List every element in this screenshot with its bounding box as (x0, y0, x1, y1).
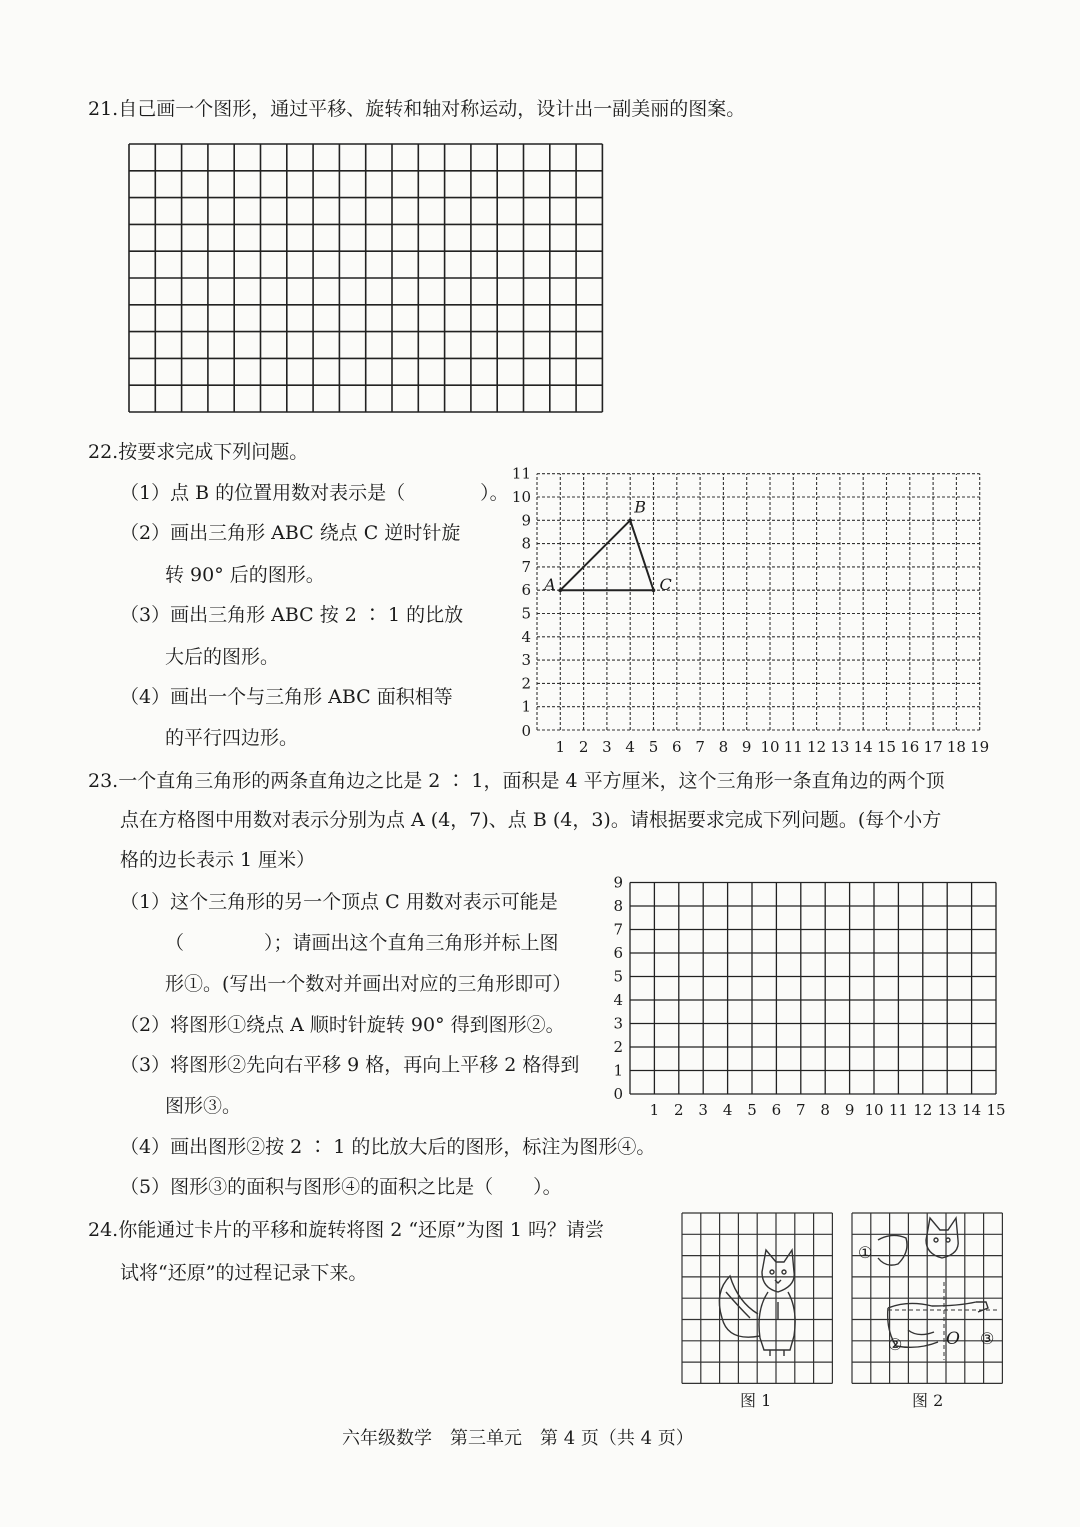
y-tick-label: 5 (521, 604, 531, 623)
card-2-label: ② (888, 1335, 903, 1354)
q24-number: 24. (88, 1219, 119, 1241)
q21-drawing-grid[interactable] (125, 140, 610, 418)
q23-coordinate-grid[interactable] (600, 872, 1020, 1120)
q22-item-2-line1: 画出三角形 ABC 绕点 C 逆时针旋 (170, 522, 461, 544)
x-tick-label: 16 (900, 738, 920, 756)
q22-item-1-text: 点 B 的位置用数对表示是（ (170, 482, 406, 504)
q23-line1 (88, 769, 945, 793)
q24-line1 (88, 1218, 604, 1242)
q24-line2: 试将“还原”的过程记录下来。 (120, 1262, 368, 1284)
card-1-label: ① (858, 1243, 873, 1262)
q24-text-1: 你能通过卡片的平移和旋转将图 2 “还原”为图 1 吗？请尝 (118, 1219, 604, 1241)
center-o-label: O (946, 1329, 960, 1349)
q24-figure-1-caption: 图 1 (740, 1391, 772, 1410)
x-tick-label: 6 (672, 738, 682, 756)
q23-item-3-line2: 图形③。 (165, 1095, 242, 1117)
q22-item-2-label: （2） (120, 522, 171, 544)
x-tick-label: 10 (864, 1101, 884, 1119)
q23-item-1-line1: 这个三角形的另一个顶点 C 用数对表示可能是 (170, 891, 558, 913)
point-b (628, 519, 632, 523)
q23-item-2-label: （2） (120, 1014, 171, 1036)
x-tick-label: 15 (876, 738, 897, 756)
point-label-b: B (634, 497, 646, 517)
q24-figure-1 (678, 1210, 838, 1390)
x-tick-label: 7 (695, 738, 705, 756)
q23-item-1-line3: 形①。(写出一个数对并画出对应的三角形即可） (165, 973, 572, 995)
q23-item-2 (120, 1013, 565, 1037)
x-tick-label: 9 (844, 1101, 855, 1119)
q23-item-5-close: ）。 (533, 1176, 562, 1198)
point-a (559, 588, 563, 592)
y-tick-label: 1 (613, 1061, 623, 1080)
point-label-c: C (659, 575, 672, 595)
footer-unit: 第三单元 (450, 1428, 522, 1449)
y-tick-label: 6 (521, 581, 531, 600)
q23-item-3-label: （3） (120, 1054, 171, 1076)
origin-label: 0 (521, 722, 531, 740)
x-tick-label: 8 (718, 738, 729, 756)
q23-item-3-line1: 将图形②先向右平移 9 格，再向上平移 2 格得到 (170, 1054, 580, 1076)
x-tick-label: 12 (807, 738, 827, 756)
q23-grid-lines (630, 883, 996, 1095)
q23-item-1-line2 (165, 931, 559, 955)
q21-number: 21. (88, 98, 119, 120)
y-tick-label: 4 (613, 991, 623, 1009)
scrambled-fox-drawing (878, 1218, 988, 1347)
y-tick-label: 7 (613, 920, 623, 939)
q22-item-4-label: （4） (120, 686, 171, 708)
q23-item-5-text: 图形③的面积与图形④的面积之比是（ (170, 1176, 494, 1198)
y-tick-label: 7 (521, 557, 531, 576)
x-tick-label: 3 (602, 738, 612, 756)
footer-page: 第 4 页（共 4 页） (540, 1428, 694, 1449)
q23-item-5 (120, 1175, 562, 1199)
q23-item-2-line1: 将图形①绕点 A 顺时针旋转 90° 得到图形②。 (170, 1014, 565, 1036)
q23-item-3 (120, 1053, 579, 1077)
q23-item-4-label: （4） (120, 1136, 171, 1158)
q22-item-2 (120, 521, 460, 545)
q22-coordinate-grid[interactable] (500, 455, 1010, 760)
y-tick-label: 8 (613, 897, 623, 915)
x-tick-label: 2 (578, 738, 589, 756)
x-tick-label: 11 (888, 1101, 908, 1119)
q24-figure-2 (848, 1210, 1008, 1390)
y-tick-label: 9 (613, 873, 623, 892)
q23-item-5-label: （5） (120, 1176, 171, 1198)
y-tick-label: 6 (613, 944, 623, 962)
q22-prompt (88, 440, 308, 464)
q22-item-1-close: ）。 (480, 482, 509, 504)
y-tick-label: 5 (613, 967, 623, 986)
x-tick-label: 10 (760, 738, 780, 756)
q22-item-1 (120, 481, 509, 505)
y-tick-label: 2 (613, 1038, 623, 1056)
q22-item-4 (120, 685, 453, 709)
y-tick-label: 11 (511, 464, 531, 483)
footer-subject: 六年级数学 (342, 1428, 432, 1449)
y-tick-label: 3 (521, 651, 531, 670)
q21-text: 自己画一个图形，通过平移、旋转和轴对称运动，设计出一副美丽的图案。 (118, 98, 746, 120)
y-tick-label: 8 (521, 534, 531, 553)
point-label-a: A (544, 575, 556, 595)
x-tick-label: 14 (853, 738, 873, 756)
x-tick-label: 13 (830, 738, 850, 756)
q23-item-4 (120, 1135, 655, 1159)
x-tick-label: 1 (555, 738, 566, 756)
q22-number: 22. (88, 441, 119, 463)
origin-label: 0 (613, 1085, 623, 1103)
q22-item-4-line2: 的平行四边形。 (165, 727, 299, 749)
y-tick-label: 9 (521, 511, 531, 530)
x-tick-label: 4 (625, 738, 635, 756)
x-tick-label: 13 (937, 1101, 957, 1119)
q24-figure-2-caption: 图 2 (912, 1391, 944, 1410)
q21-prompt (88, 97, 745, 121)
x-tick-label: 19 (970, 738, 990, 756)
q22-item-2-line2: 转 90° 后的图形。 (165, 564, 325, 586)
y-tick-label: 2 (521, 674, 531, 693)
x-tick-label: 7 (796, 1101, 806, 1119)
x-tick-label: 4 (722, 1101, 733, 1119)
x-tick-label: 15 (986, 1101, 1006, 1119)
q23-item-4-line1: 画出图形②按 2 ∶ 1 的比放大后的图形，标注为图形④。 (170, 1136, 656, 1158)
x-tick-label: 11 (783, 738, 803, 756)
x-tick-label: 1 (649, 1101, 660, 1119)
q23-item-1-line2-text: ）；请画出这个直角三角形并标上图 (264, 932, 559, 954)
x-tick-label: 14 (962, 1101, 982, 1119)
q23-text-1: 一个直角三角形的两条直角边之比是 2 ∶ 1，面积是 4 平方厘米，这个三角形一条直角边的两个顶 (118, 770, 945, 792)
point-c (652, 588, 656, 592)
q22-item-3 (120, 603, 463, 627)
x-tick-label: 17 (923, 738, 943, 756)
q22-item-1-label: （1） (120, 482, 171, 504)
q22-item-3-line1: 画出三角形 ABC 按 2 ∶ 1 的比放 (170, 604, 464, 626)
x-tick-label: 3 (698, 1101, 708, 1119)
q22-item-4-line1: 画出一个与三角形 ABC 面积相等 (170, 686, 453, 708)
page-footer (342, 1427, 694, 1451)
x-tick-label: 2 (674, 1101, 684, 1119)
q23-line3: 格的边长表示 1 厘米） (120, 849, 316, 871)
y-tick-label: 1 (521, 697, 531, 716)
x-tick-label: 6 (771, 1101, 782, 1119)
x-tick-label: 5 (648, 738, 659, 756)
x-tick-label: 12 (913, 1101, 933, 1119)
q23-item-1-open: （ (165, 932, 185, 954)
q22-title: 按要求完成下列问题。 (118, 441, 309, 463)
y-tick-label: 10 (511, 488, 531, 506)
y-tick-label: 3 (613, 1014, 623, 1033)
x-tick-label: 9 (741, 738, 752, 756)
x-tick-label: 18 (946, 738, 966, 756)
q23-item-1 (120, 890, 558, 914)
q22-grid-lines (537, 474, 980, 730)
q23-item-1-label: （1） (120, 891, 171, 913)
x-tick-label: 8 (820, 1101, 830, 1119)
q22-item-3-label: （3） (120, 604, 171, 626)
q23-line2: 点在方格图中用数对表示分别为点 A (4，7)、点 B (4，3)。请根据要求完成下列问题。(每个小方 (120, 809, 942, 831)
card-3-label: ③ (980, 1329, 995, 1348)
x-tick-label: 5 (747, 1101, 757, 1119)
q22-item-3-line2: 大后的图形。 (165, 646, 280, 668)
y-tick-label: 4 (521, 627, 531, 646)
q23-number: 23. (88, 770, 119, 792)
